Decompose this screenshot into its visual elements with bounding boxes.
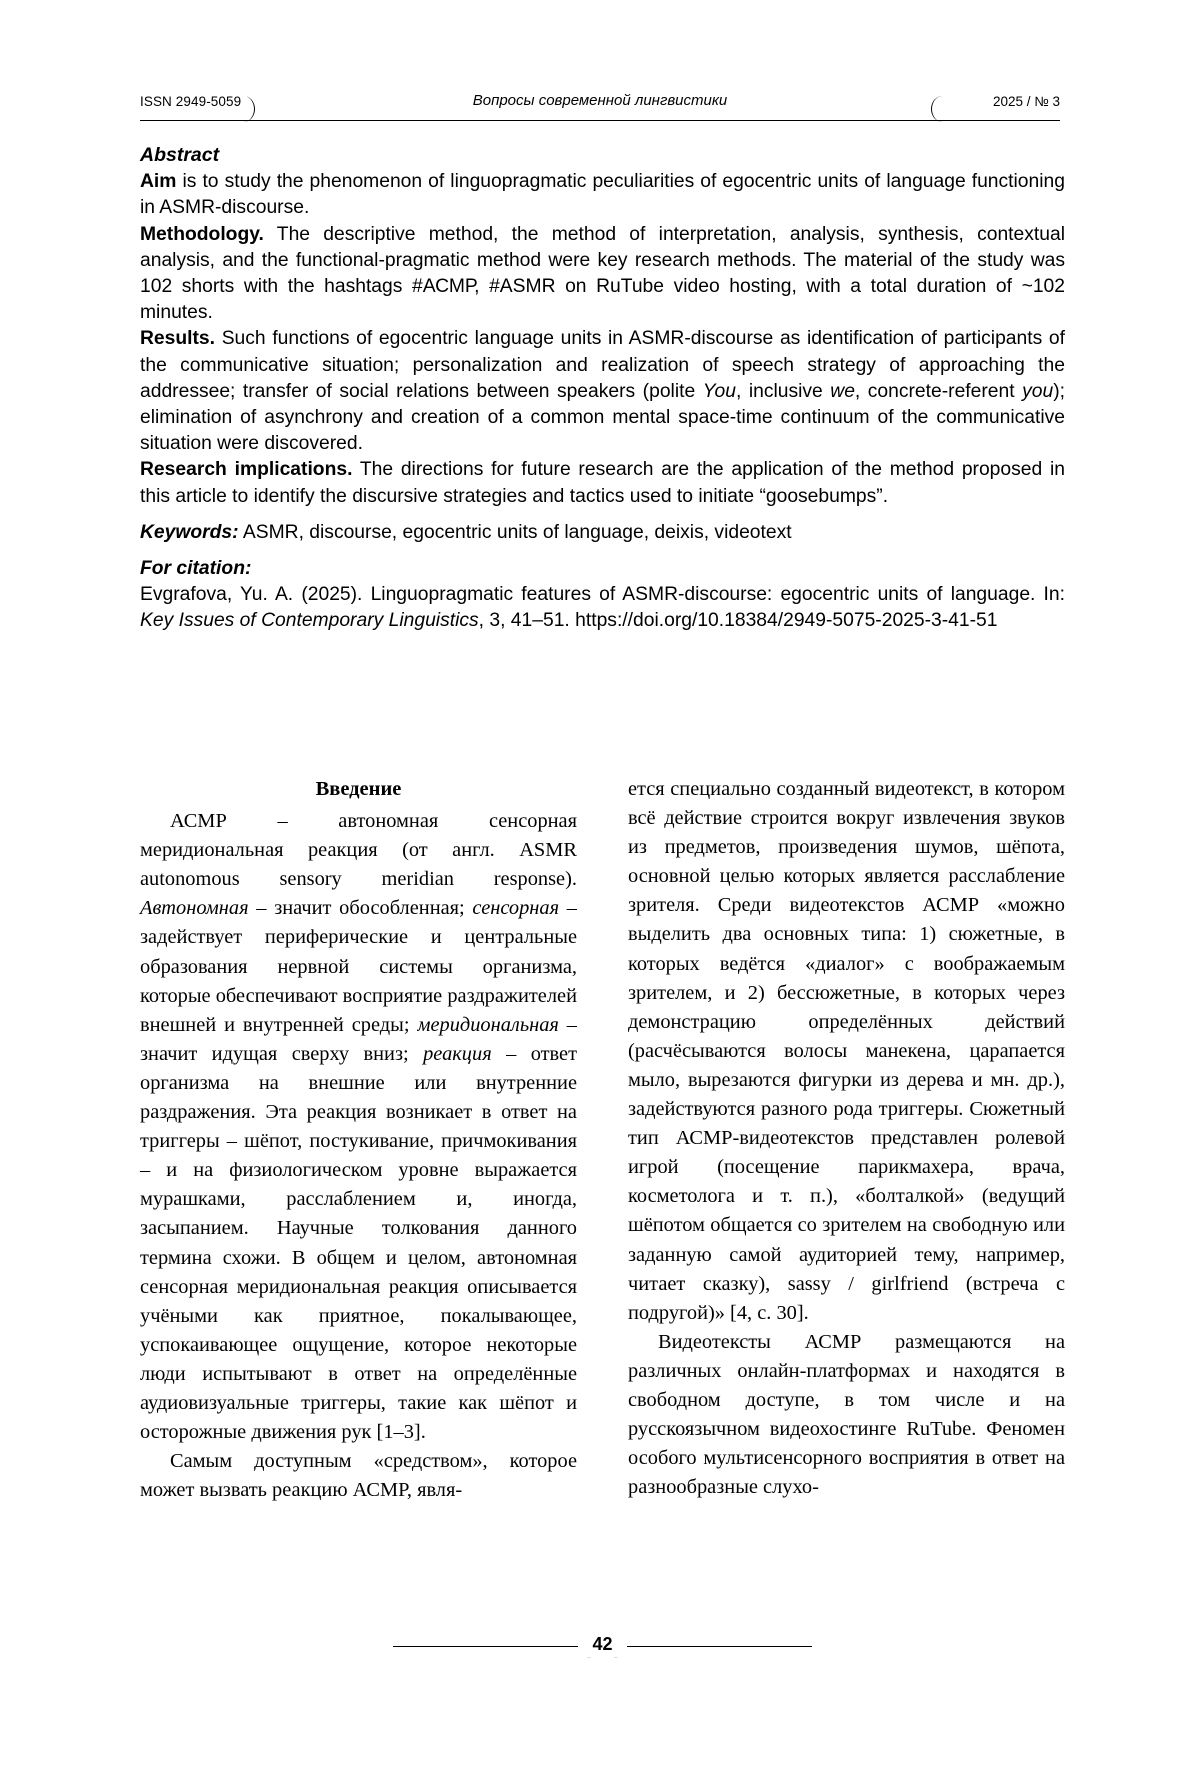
- p1-italic-4: реакция: [423, 1042, 492, 1065]
- abstract-citation: [140, 556, 1065, 635]
- abstract-results-label: Results.: [140, 328, 216, 350]
- paragraph-left-1: [140, 807, 577, 1447]
- p1-seg-b2: – задействует периферические и центральные образования нервной системы организма, которые обеспечивают восприятие раздражителей внешней и внутренней среды;: [140, 897, 577, 1036]
- citation-text-2: , 3, 41–51. https://doi.org/10.18384/2949-5075-2025-3-41-51: [478, 610, 998, 632]
- spacer-2: [140, 546, 1065, 556]
- abstract-results-text-3: , concrete-referent: [854, 380, 1023, 402]
- for-citation-label: For citation:: [140, 558, 252, 580]
- keywords-text: ASMR, discourse, egocentric units of language, deixis, videotext: [238, 521, 792, 543]
- page-number-text: 42: [578, 1632, 626, 1657]
- column-right: [628, 775, 1065, 1502]
- p1-italic-3: меридиональная: [417, 1013, 559, 1036]
- citation-journal-italic: Key Issues of Contemporary Linguistics: [140, 610, 479, 632]
- p1-seg-b4: – ответ организма на внешние или внутренние раздражения. Эта реакция возникает в ответ на триггеры – шёпот, постукивание, причмокивания – и на физиологическом уровне выражается мурашками, расслаблением и, иногда, засыпанием. Научные толкования данного термина схожи. В общем и целом, автономная сенсорная меридиональная реакция описывается учёными как приятное, покалывающее, успокаивающее ощущение, которое некоторые люди испытывают в ответ на определённые аудиовизуальные триггеры, такие как шёпот и осторожные движения рук [1–3].: [140, 1042, 577, 1444]
- abstract-aim-text: is to study the phenomenon of linguopragmatic peculiarities of egocentric units of language functioning in ASMR-discourse.: [140, 171, 1065, 219]
- p1-seg-b1: – значит обособленная;: [248, 897, 473, 920]
- abstract-results-text-2: , inclusive: [735, 380, 831, 402]
- abstract-methodology-text: The descriptive method, the method of interpretation, analysis, synthesis, contextual analysis, and the functional-pragmatic method were key research methods. The material of the study was 102 shorts with the hashtags #АСМР, #ASMR on RuTube video hosting, with a total duration of ~102 minutes.: [140, 223, 1065, 324]
- section-heading-introduction: Введение: [315, 778, 402, 800]
- journal-title-text: Вопросы современной лингвистики: [463, 92, 738, 109]
- abstract-methodology-label: Methodology.: [140, 223, 264, 245]
- issue-label: 2025 / № 3: [987, 94, 1060, 109]
- abstract-implications-label: Research implications.: [140, 459, 353, 481]
- abstract-aim: [140, 169, 1065, 221]
- running-head: [140, 92, 1060, 126]
- running-head-rule: [140, 120, 1060, 121]
- abstract-results: [140, 326, 1065, 457]
- abstract-aim-label: Aim: [140, 171, 177, 193]
- page-footer: [140, 1632, 1065, 1678]
- keywords-label: Keywords:: [140, 521, 239, 543]
- p1-seg-a: АСМР – автономная сенсорная меридиональная реакция (от англ. ASMR autonomous sensory meridian response).: [140, 810, 577, 891]
- column-left: [140, 775, 577, 1505]
- p1-seg-b3: – значит идущая сверху вниз;: [140, 1013, 578, 1065]
- abstract-results-italic-1: You: [702, 380, 736, 402]
- paragraph-right-1: ется специально созданный видеотекст, в котором всё действие строится вокруг извлечения звуков из предметов, произведения шумов, шёпота, основной целью которых является расслабление зрителя. Среди видеотекстов АСМР «можно выделить два основных типа: 1) сюжетные, в которых ведётся «диалог» с воображаемым зрителем, и 2) бессюжетные, в которых через демонстрацию определённых действий (расчёсываются волосы манекена, царапается мыло, вырезаются фигурки из дерева и мн. др.), задействуются разного рода триггеры. Сюжетный тип АСМР-видеотекстов представлен ролевой игрой (посещение парикмахера, врача, косметолога и т. п.), «болталкой» (ведущий шёпотом общается со зрителем на свободную или заданную самой аудиторией тему, например, читает сказку), sassy / girlfriend (встреча с подругой)» [4, с. 30].: [628, 778, 1065, 1324]
- abstract-methodology: [140, 222, 1065, 327]
- abstract-results-italic-3: you: [1022, 380, 1054, 402]
- issn-label: ISSN 2949-5059: [140, 94, 247, 109]
- journal-title: [140, 92, 1060, 109]
- p1-italic-2: сенсорная: [472, 897, 560, 920]
- spacer: [140, 510, 1065, 520]
- abstract-results-text-4: ); elimination of asynchrony and creation of a common mental space-time continuum of the communicative situation were discovered.: [140, 380, 1065, 455]
- abstract-heading: Abstract: [140, 144, 220, 166]
- abstract-results-italic-2: we: [830, 380, 855, 402]
- abstract-keywords: [140, 520, 1065, 546]
- abstract-implications: [140, 457, 1065, 509]
- abstract-results-text-1: Such functions of egocentric language units in ASMR-discourse as identification of participants of the communicative situation; personalization and realization of speech strategy of approaching the addressee; transfer of social relations between speakers (polite: [140, 328, 1065, 402]
- paragraph-left-2: Самым доступным «средством», которое может вызвать реакцию АСМР, явля-: [140, 1450, 577, 1502]
- page-number: [140, 1632, 1065, 1657]
- p1-italic-1: Автономная: [140, 897, 249, 920]
- paragraph-right-2: Видеотексты АСМР размещаются на различных онлайн-платформах и находятся в свободном доступе, в том числе и на русскоязычном видеохостинге RuTube. Феномен особого мультисенсорного восприятия в ответ на разнообразные слухо-: [628, 1330, 1065, 1499]
- article-body: [140, 775, 1065, 1595]
- abstract-implications-text: The directions for future research are the application of the method proposed in this article to identify the discursive strategies and tactics used to initiate “goosebumps”.: [140, 459, 1065, 507]
- citation-text-1: Evgrafova, Yu. A. (2025). Linguopragmatic features of ASMR-discourse: egocentric units of language. In:: [140, 584, 1065, 606]
- abstract-section: [140, 142, 1065, 635]
